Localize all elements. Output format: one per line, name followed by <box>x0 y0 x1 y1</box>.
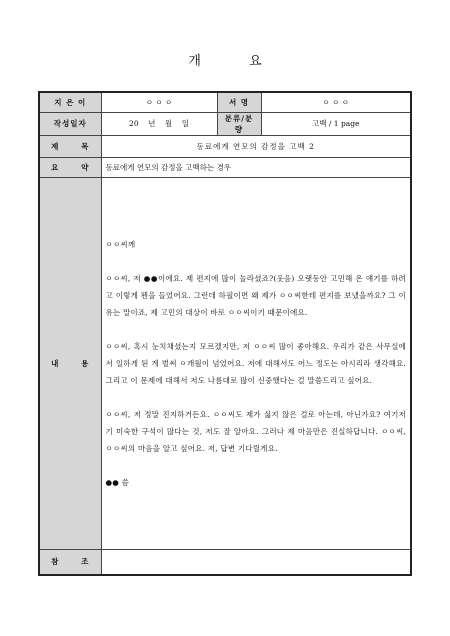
category-value: 고백 / 1 page <box>261 112 411 135</box>
reference-row <box>39 549 411 575</box>
letter-paragraph-2: ㅇㅇ씨, 혹시 눈치채셨는지 모르겠지만, 저 ㅇㅇ씨 많이 좋아해요. 우리가 같은 사무실에서 일하게 된 게 벌써 ㅇ개월이 넘었어요. 저에 대해서도 어느 정도는 아시리라 생각해요. 그리고 이 문제에 대해서 저도 나름대로 많이 신중했다는 걸 말씀드리고 싶어요. <box>105 341 406 385</box>
summary-row <box>39 157 411 177</box>
reference-label: 참 조 <box>39 549 101 575</box>
letter-greeting: ㅇㅇ씨께 <box>105 239 136 249</box>
category-label: 분류/분량 <box>217 112 261 135</box>
content-row <box>39 177 411 549</box>
content-body <box>101 177 411 549</box>
subject-value: 동료에게 연모의 감정을 고백 2 <box>101 135 411 157</box>
author-value: ㅇ ㅇ ㅇ <box>101 92 217 112</box>
letter-closing: ●● 씀 <box>105 477 130 487</box>
summary-value: 동료에게 연모의 감정을 고백하는 경우 <box>101 157 411 177</box>
content-label: 내 용 <box>39 177 101 549</box>
reference-value <box>101 549 411 575</box>
summary-label: 요 약 <box>39 157 101 177</box>
signature-label: 서 명 <box>217 92 261 112</box>
date-row <box>39 112 411 135</box>
subject-row <box>39 135 411 157</box>
summary-form <box>38 91 412 576</box>
signature-value: ㅇ ㅇ ㅇ <box>261 92 411 112</box>
date-value: 20 년 월 일 <box>101 112 217 135</box>
author-row <box>39 92 411 112</box>
letter-paragraph-1: ㅇㅇ씨, 저 ●●이에요. 제 편지에 많이 놀라셨죠?(웃음) 오랫동안 고민해 온 얘기를 하려고 이렇게 펜을 들었어요. 그런데 하필이면 왜 제가 ㅇㅇ씨한테 편지를 보냈을까요? 그 이유는 말이죠, 제 고민의 대상이 바로 ㅇㅇ씨이기 때문이에요. <box>105 273 406 317</box>
subject-label: 제 목 <box>39 135 101 157</box>
author-label: 지 은 이 <box>39 92 101 112</box>
page-title: 개 요 <box>188 54 284 69</box>
letter-paragraph-3: ㅇㅇ씨, 저 정말 진지하거든요. ㅇㅇ씨도 제가 싫지 않은 걸로 아는데, 아닌가요? 여기저기 미숙한 구석이 많다는 것, 저도 잘 알아요. 그러나 제 마음만은 진실하답니다. ㅇㅇ씨, ㅇㅇ씨의 마음을 알고 싶어요. 저, 답변 기다릴게요. <box>105 409 406 453</box>
date-label: 작성일자 <box>39 112 101 135</box>
